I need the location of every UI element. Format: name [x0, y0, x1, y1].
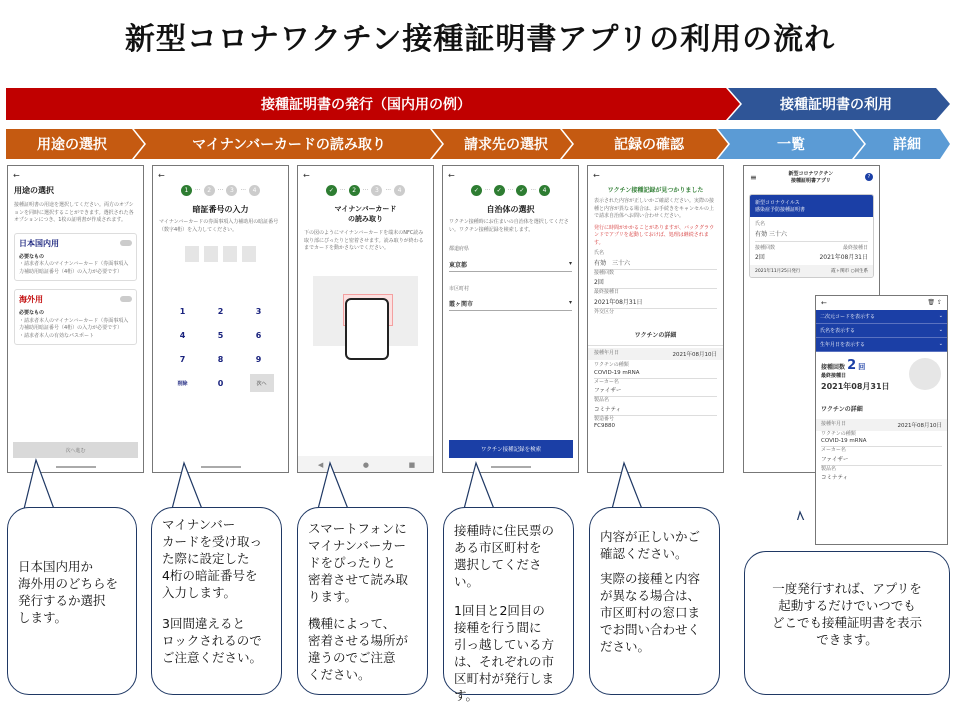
- screen-record: [587, 165, 724, 473]
- app-title-2: 接種証明書アプリ: [790, 178, 831, 184]
- callout-6-line-4: できます。: [816, 632, 878, 647]
- detail-dt-value: 2021年08月10日: [897, 422, 942, 429]
- callout-record: [589, 507, 720, 695]
- read-heading-2: の読み取り: [348, 215, 383, 223]
- callout-3-line-3: ドをぴったりと: [308, 555, 396, 570]
- callout-2-line-7: ロックされるので: [162, 633, 262, 648]
- chevron-down-icon: ⌄: [938, 313, 943, 319]
- key-6[interactable]: 6: [255, 330, 262, 340]
- callout-1-line-4: します。: [18, 610, 68, 625]
- lot-value: FC9880: [594, 423, 616, 429]
- read-desc: 下の図のようにマイナンバーカードを端末のNFC読み取り部にぴったりと密着させます。読み取りが終わるまでカードを動かさないでください。: [304, 230, 424, 251]
- callout-3-line-6: 機種によって、: [308, 616, 396, 631]
- option-overseas[interactable]: [14, 289, 137, 345]
- step-dot-1-check-icon: ✓: [326, 185, 337, 196]
- callout-3-line-2: マイナンバーカー: [308, 538, 407, 553]
- callout-4-line-1: 接種時に住民票の: [454, 523, 555, 538]
- callout-3-line-1: スマートフォンに: [308, 521, 407, 536]
- issued-date: 2021年11月25日発行: [755, 269, 801, 274]
- step-dot-2: 2: [349, 185, 360, 196]
- detail-type-value: COVID-19 mRNA: [821, 438, 867, 444]
- name-value: 有効 三十六: [594, 259, 631, 267]
- back-arrow-icon[interactable]: ←: [448, 171, 455, 180]
- app-title-1: 新型コロナワクチン: [788, 171, 834, 177]
- record-warn: 発行に時間がかかることがありますが、バックグラウンドでアプリを起動しておけば、処理は継続されます。: [594, 224, 715, 246]
- name-toggle[interactable]: [816, 324, 947, 338]
- callout-3-line-9: ください。: [308, 667, 371, 682]
- step-label-3: 請求先の選択: [464, 137, 548, 153]
- step-dot-3: 3: [371, 185, 382, 196]
- detail-vaccine-heading: ワクチンの詳細: [821, 405, 863, 413]
- chevron-down-icon: ▾: [568, 299, 572, 306]
- detail-count-label: 接種回数: [821, 364, 846, 371]
- callout-1-line-3: 発行するか選択: [18, 593, 106, 608]
- city-select[interactable]: [449, 299, 572, 311]
- step-dot-1-check-icon: ✓: [471, 185, 482, 196]
- callout-2-line-3: た際に設定した: [162, 551, 250, 566]
- key-3[interactable]: 3: [255, 306, 262, 316]
- product-label: 製品名: [594, 397, 610, 403]
- detail-dt-label: 接種年月日: [821, 420, 847, 427]
- step-dot-3-check-icon: ✓: [516, 185, 527, 196]
- callout-purpose: [7, 507, 137, 695]
- callout-5-line-5: 市区町村の窓口ま: [600, 605, 701, 620]
- help-icon[interactable]: ?: [865, 173, 873, 181]
- record-desc: 表示された内容が正しいかご確認ください。実際の接種と内容が異なる場合は、お手続きをキャンセルの上で請求自治体へお問い合わせください。: [594, 198, 715, 219]
- read-heading-1: マイナンバーカード: [334, 205, 397, 213]
- name-toggle-label: 氏名を表示する: [820, 328, 856, 334]
- certificate-card[interactable]: [749, 194, 874, 278]
- type-value: COVID-19 mRNA: [594, 369, 640, 376]
- keypad: [153, 302, 288, 392]
- lot-label: 製造番号: [594, 415, 615, 422]
- callout-4-line-6: 引っ越している方: [454, 637, 555, 652]
- key-delete[interactable]: 削除: [177, 380, 188, 387]
- key-4[interactable]: 4: [179, 330, 186, 340]
- nat-label: 外交区分: [594, 308, 615, 315]
- callout-3-line-7: 密着させる場所が: [308, 633, 409, 648]
- nav-back-icon[interactable]: ◀: [317, 461, 324, 469]
- step-label-2: マイナンバーカードの読み取り: [192, 137, 386, 153]
- band-use-label: 接種証明書の利用: [780, 97, 892, 113]
- list-name-label: 氏名: [755, 221, 766, 227]
- domestic-req1: ・請求者本人のマイナンバーカード（券面事項入力補助用暗証番号（4桁）の入力が必要です）: [19, 261, 129, 275]
- progress-steps: ✓ ··· ✓ ··· ✓ ··· 4: [443, 185, 578, 196]
- birth-toggle[interactable]: [816, 338, 947, 352]
- back-arrow-icon[interactable]: ←: [303, 171, 310, 180]
- callout-3-line-5: ります。: [308, 589, 358, 604]
- step-dot-2: 2: [204, 185, 215, 196]
- step-dot-1: 1: [181, 185, 192, 196]
- key-8[interactable]: 8: [217, 354, 224, 364]
- callout-3-line-8: 違うのでご注意: [308, 650, 396, 665]
- trash-icon[interactable]: 🗑: [927, 299, 936, 306]
- birth-toggle-label: 生年月日を表示する: [820, 342, 866, 348]
- band-issue-label: 接種証明書の発行（国内用の例）: [261, 97, 471, 113]
- next-button[interactable]: 次へ進む: [13, 442, 138, 458]
- detail-maker-value: ファイザー: [821, 456, 849, 463]
- domestic-required-label: 必要なもの: [19, 253, 45, 260]
- document-icon: [909, 358, 941, 390]
- callout-4-line-8: 区町村が発行しま: [454, 671, 555, 686]
- screen-read: [297, 165, 434, 473]
- list-date-label: 最終接種日: [842, 244, 868, 251]
- key-1[interactable]: 1: [179, 306, 186, 316]
- step-dot-3: 3: [226, 185, 237, 196]
- city-value: 霞ヶ関市: [449, 301, 474, 308]
- pin-desc: マイナンバーカードの券面事項入力補助用の暗証番号（数字4桁）を入力してください。: [159, 219, 279, 233]
- callout-1-line-2: 海外用のどちらを: [18, 576, 119, 591]
- callout-5-line-7: ださい。: [600, 639, 651, 654]
- step-dot-4: 4: [539, 185, 550, 196]
- screen-pin: [152, 165, 289, 473]
- overseas-toggle[interactable]: [120, 296, 132, 302]
- step-dot-4: 4: [249, 185, 260, 196]
- callout-4-line-2: ある市区町村を: [454, 540, 542, 555]
- key-2[interactable]: 2: [217, 306, 224, 316]
- name-label: 氏名: [594, 250, 605, 256]
- chevron-down-icon: ⌄: [938, 341, 943, 347]
- callout-5-line-4: が異なる場合は、: [600, 588, 701, 603]
- pref-label: 都道府県: [449, 246, 470, 252]
- product-value: コミナティ: [594, 406, 622, 413]
- type-label: ワクチンの種類: [594, 362, 629, 368]
- callout-2-line-2: カードを受け取っ: [162, 534, 263, 549]
- back-arrow-icon[interactable]: ←: [821, 299, 827, 307]
- nav-recent-icon[interactable]: ■: [408, 461, 416, 469]
- callout-4-line-5: 接種を行う間に: [454, 620, 542, 635]
- back-arrow-icon[interactable]: ←: [13, 171, 20, 180]
- pref-select[interactable]: [449, 260, 572, 272]
- progress-steps: 1 ··· 2 ··· 3 ··· 4: [153, 185, 288, 196]
- callout-6-line-3: どこでも接種証明書を表示: [771, 615, 922, 630]
- key-0[interactable]: 0: [217, 378, 224, 388]
- callout-6-line-1: 一度発行すれば、アプリを: [772, 581, 922, 596]
- callout-use: [744, 551, 950, 695]
- city-label: 市区町村: [449, 285, 470, 292]
- step-label-1: 用途の選択: [37, 137, 107, 153]
- chevron-down-icon: ⌄: [938, 327, 943, 333]
- detail-type-label: ワクチンの種類: [821, 430, 856, 437]
- key-5[interactable]: 5: [217, 330, 224, 340]
- callout-pin: [151, 507, 282, 695]
- back-arrow-icon[interactable]: ←: [593, 171, 600, 180]
- step-label-4: 記録の確認: [614, 137, 684, 153]
- menu-icon[interactable]: ≡: [750, 172, 757, 182]
- step-label-6: 詳細: [893, 137, 921, 153]
- share-icon[interactable]: ⇪: [936, 299, 942, 306]
- step-dot-2-check-icon: ✓: [494, 185, 505, 196]
- date-value: 2021年08月31日: [594, 298, 643, 306]
- screen-city: [442, 165, 579, 473]
- callout-2-line-8: ご注意ください。: [162, 650, 263, 665]
- list-count-value: 2回: [755, 254, 765, 261]
- detail-date-value: 2021年08月31日: [821, 381, 890, 391]
- detail-count-value: 2: [847, 358, 857, 373]
- callout-2-line-4: 4桁の暗証番号を: [162, 568, 258, 583]
- callout-5-line-3: 実際の接種と内容: [600, 571, 701, 586]
- dt-label: 接種年月日: [594, 350, 620, 356]
- callout-4-line-9: す。: [454, 688, 479, 703]
- step-label-5: 一覧: [777, 137, 805, 153]
- callout-4-line-3: 選択してください。: [454, 557, 542, 589]
- option-domestic[interactable]: [14, 233, 137, 282]
- callout-6-line-2: 起動するだけでいつでも: [778, 598, 916, 613]
- list-date-value: 2021年08月31日: [819, 254, 868, 261]
- detail-product-value: コミナティ: [821, 475, 849, 481]
- list-name-value: 有効 三十六: [755, 230, 787, 238]
- overseas-req2: ・請求者本人の有効なパスポート: [19, 332, 95, 339]
- qr-toggle-label: 二次元コードを表示する: [820, 314, 876, 320]
- callout-read: [297, 507, 428, 695]
- record-found: ワクチン接種記録が見つかりました: [607, 187, 704, 194]
- callout-5-line-1: 内容が正しいかご: [600, 529, 701, 544]
- pin-next-button[interactable]: 次へ: [250, 374, 274, 392]
- callout-2-line-5: 入力します。: [162, 585, 237, 600]
- page-title: 新型コロナワクチン接種証明書アプリの利用の流れ: [124, 22, 836, 57]
- detail-date-label: 最終接種日: [821, 373, 847, 379]
- record-detail-heading: ワクチンの詳細: [588, 330, 723, 346]
- card-title-1: 新型コロナウイルス: [755, 200, 800, 206]
- purpose-desc: 接種証明書の用途を選択してください。両方のオプションを同時に選択することができます。選択された各オプションにつき、1枚の証明書が作成されます。: [14, 202, 134, 223]
- chevron-down-icon: ▾: [568, 259, 572, 267]
- screen-purpose: [7, 165, 144, 473]
- domestic-label: 日本国内用: [19, 238, 59, 248]
- callout-5-line-2: 確認ください。: [600, 546, 688, 561]
- overseas-required-label: 必要なもの: [19, 310, 45, 316]
- progress-steps: ✓ ··· 2 ··· 3 ··· 4: [298, 185, 433, 196]
- callout-2-line-1: マイナンバー: [162, 517, 236, 532]
- key-9[interactable]: 9: [255, 354, 262, 364]
- domestic-toggle[interactable]: [120, 240, 132, 246]
- city-heading: 自治体の選択: [486, 205, 535, 214]
- card-title-2: 感染症予防接種証明書: [755, 207, 806, 213]
- step-dot-4: 4: [394, 185, 405, 196]
- city-desc: ワクチン接種時にお住まいの自治体を選択してください。ワクチン接種記録を検索します。: [449, 219, 569, 233]
- callout-city: [443, 507, 574, 703]
- count-value: 2回: [594, 279, 604, 286]
- key-7[interactable]: 7: [179, 354, 186, 364]
- pref-value: 東京都: [449, 261, 468, 269]
- callout-2-line-6: 3回間違えると: [162, 616, 245, 631]
- search-record-button[interactable]: ワクチン接種記録を検索: [449, 440, 573, 458]
- smartphone-icon: [345, 298, 389, 360]
- maker-value: ファイザー: [594, 388, 622, 394]
- detail-product-label: 製品名: [821, 465, 837, 472]
- back-arrow-icon[interactable]: ←: [158, 171, 165, 180]
- callout-4-line-4: 1回目と2回目の: [454, 603, 545, 618]
- detail-count-unit: 回: [858, 363, 866, 371]
- purpose-heading: 用途の選択: [14, 186, 54, 195]
- list-count-label: 接種回数: [755, 244, 776, 251]
- callout-5-line-6: でお問い合わせく: [600, 622, 701, 637]
- date-label: 最終接種日: [594, 289, 620, 295]
- nav-home-icon[interactable]: ●: [362, 461, 369, 469]
- callout-1-line-1: 日本国内用か: [18, 559, 94, 574]
- callout-3-line-4: 密着させて読み取: [308, 572, 409, 587]
- nfc-illustration: [313, 276, 418, 346]
- overseas-label: 海外用: [19, 295, 43, 304]
- maker-label: メーカー名: [594, 378, 619, 385]
- dt-value: 2021年08月10日: [672, 352, 717, 358]
- pin-boxes[interactable]: [153, 246, 288, 262]
- detail-maker-label: メーカー名: [821, 447, 846, 453]
- qr-toggle[interactable]: [816, 310, 947, 324]
- overseas-req1: ・請求者本人のマイナンバーカード（券面事項入力補助用暗証番号（4桁）の入力が必要です）: [19, 317, 129, 331]
- issuer: 霞ヶ関市 ○回生系: [831, 269, 868, 274]
- pin-heading: 暗証番号の入力: [192, 205, 249, 214]
- count-label: 接種回数: [594, 269, 615, 276]
- callout-4-line-7: は、それぞれの市: [454, 654, 555, 669]
